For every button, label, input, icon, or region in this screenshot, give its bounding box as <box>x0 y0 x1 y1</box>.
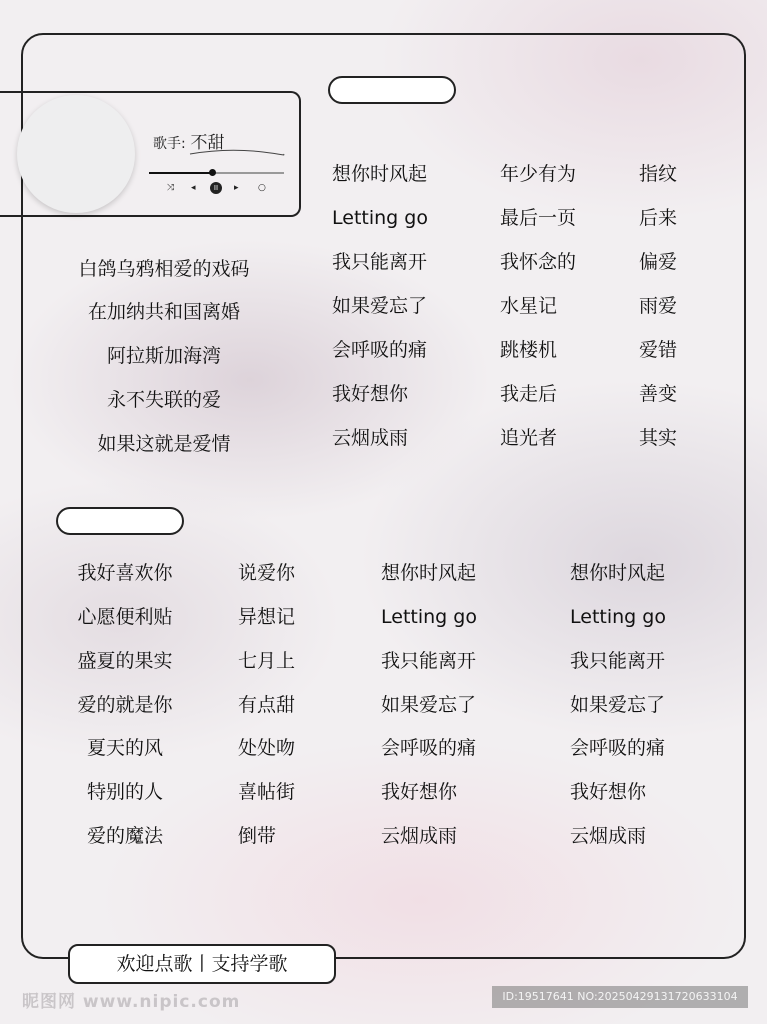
singer-name: 不甜 <box>190 133 225 153</box>
list-item: 我好想你 <box>332 383 409 405</box>
top-section-pill <box>328 76 456 104</box>
list-item: 跳楼机 <box>500 339 558 361</box>
list-item: 我好想你 <box>381 781 458 803</box>
list-item: 我走后 <box>500 383 558 405</box>
list-item: 异想记 <box>238 606 296 628</box>
list-item: Letting go <box>332 207 428 229</box>
progress-bar[interactable] <box>149 172 284 174</box>
list-item: 夏天的风 <box>86 737 163 759</box>
list-item: 如果这就是爱情 <box>97 433 231 455</box>
bottom-section-pill <box>56 507 184 535</box>
singer-label: 歌手: <box>153 136 186 152</box>
list-item: 我怀念的 <box>500 251 577 273</box>
shuffle-icon[interactable]: ⤨ <box>167 183 175 193</box>
list-item: Letting go <box>570 606 666 628</box>
list-item: 会呼吸的痛 <box>332 339 428 361</box>
list-item: 想你时风起 <box>381 562 477 584</box>
progress-fill <box>149 172 212 174</box>
footer-text: 欢迎点歌丨支持学歌 <box>116 953 288 975</box>
list-item: 云烟成雨 <box>381 825 458 847</box>
list-item: 后来 <box>639 207 678 229</box>
underline-scribble-icon <box>188 146 288 160</box>
list-item: 想你时风起 <box>332 163 428 185</box>
repeat-icon[interactable]: ○ <box>258 183 266 193</box>
list-item: 永不失联的爱 <box>106 389 221 411</box>
list-item: 我只能离开 <box>381 650 477 672</box>
list-item: 其实 <box>639 427 678 449</box>
list-item: 如果爱忘了 <box>332 295 428 317</box>
list-item: 偏爱 <box>639 251 678 273</box>
list-item: 指纹 <box>639 163 678 185</box>
list-item: 在加纳共和国离婚 <box>87 301 240 323</box>
list-item: 年少有为 <box>500 163 577 185</box>
list-item: 说爱你 <box>238 562 296 584</box>
list-item: 如果爱忘了 <box>570 694 666 716</box>
watermark-id: ID:19517641 NO:20250429131720633104 <box>492 986 748 1008</box>
list-item: 倒带 <box>238 825 277 847</box>
list-item: 我只能离开 <box>332 251 428 273</box>
list-item: 会呼吸的痛 <box>381 737 477 759</box>
list-item: 如果爱忘了 <box>381 694 477 716</box>
list-item: 白鸽乌鸦相爱的戏码 <box>78 258 250 280</box>
list-item: 爱错 <box>639 339 678 361</box>
list-item: 盛夏的果实 <box>77 650 173 672</box>
next-icon[interactable]: ▸ <box>234 183 239 193</box>
list-item: 我好喜欢你 <box>77 562 173 584</box>
list-item: 我只能离开 <box>570 650 666 672</box>
list-item: 喜帖街 <box>238 781 296 803</box>
list-item: 追光者 <box>500 427 558 449</box>
watermark-site: 昵图网 www.nipic.com <box>22 992 241 1012</box>
list-item: 心愿便利贴 <box>77 606 173 628</box>
list-item: 爱的魔法 <box>86 825 163 847</box>
list-item: 水星记 <box>500 295 558 317</box>
list-item: 想你时风起 <box>570 562 666 584</box>
pause-icon: II <box>213 184 219 192</box>
list-item: 会呼吸的痛 <box>570 737 666 759</box>
list-item: 特别的人 <box>86 781 163 803</box>
list-item: Letting go <box>381 606 477 628</box>
previous-icon[interactable]: ◂ <box>191 183 196 193</box>
list-item: 阿拉斯加海湾 <box>106 345 221 367</box>
list-item: 云烟成雨 <box>570 825 647 847</box>
list-item: 雨爱 <box>639 295 678 317</box>
list-item: 有点甜 <box>238 694 296 716</box>
list-item: 云烟成雨 <box>332 427 409 449</box>
list-item: 我好想你 <box>570 781 647 803</box>
list-item: 处处吻 <box>238 737 296 759</box>
pause-button[interactable] <box>210 182 222 194</box>
list-item: 最后一页 <box>500 207 577 229</box>
list-item: 爱的就是你 <box>77 694 173 716</box>
list-item: 善变 <box>639 383 678 405</box>
list-item: 七月上 <box>238 650 296 672</box>
album-cover <box>17 95 135 213</box>
